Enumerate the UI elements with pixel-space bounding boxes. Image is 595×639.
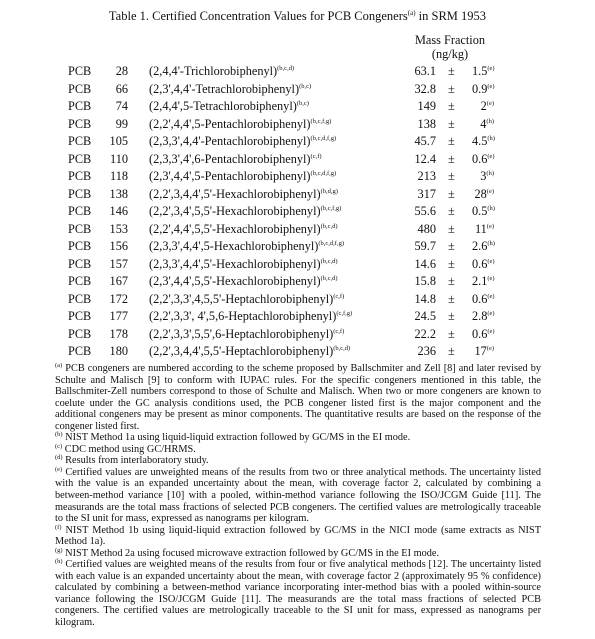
pcb-label: PCB <box>68 134 92 148</box>
footnote <box>55 559 541 628</box>
method-notes: (b,c) <box>296 100 309 107</box>
congener-name-cell <box>149 273 338 291</box>
footnote-text: NIST Method 2a using focused microwave extraction followed by GC/MS in the EI mode. <box>65 547 440 559</box>
plus-minus-sign: ± <box>448 134 455 148</box>
table-title-footnote-mark: (a) <box>407 9 416 17</box>
footnote-text: PCB congeners are numbered according to the scheme proposed by Ballschmiter and Zell [8] and later revised by Schulte and Malisch [9] to conform with IUPAC rules. For the specific congeners mentioned in this table, the Ballschmiter-Zell numbers correspond to those of Schulte and Malisch. When two or more congeners are known to coelute under the GC analysis conditions used, the PCB congener listed first is the major component and the additional congeners may be present as minor components. The quantitative results are based on the response of the congener listed first. <box>55 363 541 432</box>
congener-number: 177 <box>109 309 128 323</box>
uncertainty-note: (e) <box>487 82 495 90</box>
method-notes: (b,c,d,f,g) <box>310 135 337 142</box>
footnote <box>55 525 541 548</box>
uncertainty-value: 0.6 <box>472 151 488 166</box>
congener-name-cell <box>149 291 344 309</box>
congener-name: (2,2',3,4,4',5,5'-Heptachlorobiphenyl) <box>149 344 334 358</box>
uncertainty-note: (e) <box>487 310 495 317</box>
table-row <box>0 238 595 256</box>
uncertainty-note: (e) <box>486 222 494 230</box>
congener-name-cell <box>149 63 294 81</box>
mass-fraction-header <box>400 33 500 61</box>
uncertainty-note: (e) <box>486 345 494 352</box>
method-notes: (c,f) <box>310 152 322 160</box>
uncertainty-note: (e) <box>487 327 495 335</box>
uncertainty-cell <box>472 186 494 204</box>
footnote-mark: (b) <box>55 431 63 439</box>
uncertainty-note: (h) <box>487 240 495 247</box>
congener-number: 157 <box>109 256 128 271</box>
uncertainty-value: 0.6 <box>472 291 488 306</box>
congener-name-cell <box>149 326 344 344</box>
footnote-mark: (e) <box>55 465 63 473</box>
plus-minus-sign: ± <box>448 116 455 131</box>
congener-name: (2,3',4,4',5-Pentachlorobiphenyl) <box>149 169 311 183</box>
table-row <box>0 116 595 134</box>
plus-minus-sign: ± <box>448 169 455 183</box>
mass-fraction-value: 138 <box>417 116 436 131</box>
footnote-mark: (h) <box>55 558 63 566</box>
table-title-text: Table 1. Certified Concentration Values for PCB Congeners <box>108 9 408 24</box>
mass-fraction-header-unit: (ng/kg) <box>431 47 469 61</box>
plus-minus-sign: ± <box>448 256 455 271</box>
method-notes: (b,c,d) <box>320 275 338 282</box>
pcb-label: PCB <box>68 151 92 166</box>
uncertainty-cell <box>472 273 494 291</box>
plus-minus-sign: ± <box>448 221 455 236</box>
congener-name: (2,2',3,3',5,5',6-Heptachlorobiphenyl) <box>149 326 334 341</box>
footnotes <box>55 363 541 629</box>
pcb-label: PCB <box>68 81 92 96</box>
congener-name-cell <box>149 81 311 99</box>
congener-name-cell <box>149 238 344 256</box>
congener-number: 146 <box>109 204 128 218</box>
table-row <box>0 221 595 239</box>
uncertainty-cell <box>472 326 494 344</box>
uncertainty-value: 2.6 <box>472 239 488 253</box>
mass-fraction-value: 480 <box>417 221 436 236</box>
uncertainty-note: (e) <box>487 275 495 282</box>
method-notes: (b,c,d) <box>333 345 351 352</box>
uncertainty-cell <box>472 63 494 81</box>
uncertainty-value: 11 <box>474 221 487 236</box>
pcb-label: PCB <box>68 169 92 183</box>
uncertainty-value: 4 <box>480 116 487 131</box>
congener-name: (2,3,3',4',6-Pentachlorobiphenyl) <box>149 151 311 166</box>
footnote-mark: (a) <box>55 362 63 369</box>
uncertainty-cell <box>472 133 494 151</box>
plus-minus-sign: ± <box>448 99 455 113</box>
uncertainty-value: 3 <box>480 169 487 183</box>
pcb-label: PCB <box>68 239 92 253</box>
footnote <box>55 432 541 444</box>
method-notes: (c,f) <box>333 292 345 300</box>
table-row <box>0 203 595 221</box>
method-notes: (b,c,f,g) <box>310 117 332 125</box>
uncertainty-cell <box>472 343 494 361</box>
method-notes: (b,c) <box>299 82 312 90</box>
congener-number: 138 <box>109 186 128 201</box>
uncertainty-cell <box>472 238 494 256</box>
method-notes: (b,c,d,f,g) <box>318 240 345 247</box>
congener-name-cell <box>149 203 341 221</box>
table-title <box>0 9 595 24</box>
pcb-label: PCB <box>68 256 92 271</box>
congener-name: (2,4,4'-Trichlorobiphenyl) <box>149 64 278 78</box>
table-row <box>0 343 595 361</box>
uncertainty-cell <box>472 308 494 326</box>
uncertainty-value: 28 <box>474 186 487 201</box>
plus-minus-sign: ± <box>448 309 455 323</box>
uncertainty-cell <box>472 221 494 239</box>
congener-number: 178 <box>109 326 128 341</box>
congener-number: 167 <box>109 274 128 288</box>
uncertainty-value: 0.6 <box>472 256 488 271</box>
uncertainty-note: (e) <box>486 100 494 107</box>
mass-fraction-value: 22.2 <box>414 326 436 341</box>
pcb-label: PCB <box>68 64 92 78</box>
uncertainty-cell <box>472 98 494 116</box>
uncertainty-value: 17 <box>474 344 487 358</box>
mass-fraction-header-label: Mass Fraction <box>414 33 486 47</box>
congener-name: (2,2',4,4',5,5'-Hexachlorobiphenyl) <box>149 221 321 236</box>
table-row <box>0 98 595 116</box>
congener-name-cell <box>149 308 352 326</box>
uncertainty-value: 2.8 <box>472 309 488 323</box>
uncertainty-note: (e) <box>487 257 495 265</box>
congener-name: (2,2',3,4,4',5'-Hexachlorobiphenyl) <box>149 186 321 201</box>
plus-minus-sign: ± <box>448 151 455 166</box>
uncertainty-value: 1.5 <box>472 64 488 78</box>
congener-number: 110 <box>110 151 128 166</box>
plus-minus-sign: ± <box>448 64 455 78</box>
footnote-text: Results from interlaboratory study. <box>65 455 209 467</box>
congener-name: (2,3,3',4,4',5'-Hexachlorobiphenyl) <box>149 256 321 271</box>
uncertainty-note: (h) <box>487 205 495 212</box>
congener-name: (2,3,3',4,4',5-Hexachlorobiphenyl) <box>149 239 319 253</box>
uncertainty-value: 2.1 <box>472 274 488 288</box>
footnote-text: Certified values are weighted means of the results from four or five analytical methods [12]. The uncertainty listed with each value is an expanded uncertainty about the mean, with coverage factor 2 (approximately 95 % confidence) calculated by combining a between-method variance incorporating inter-method bias with a pooled within-source variance following the ISO/JCGM Guide [11]. The measurands are the total mass fractions of selected PCB congeners. The certified values are metrologically traceable to the SI unit for mass, expressed as nanograms per kilogram. <box>55 559 541 629</box>
uncertainty-note: (e) <box>487 65 495 72</box>
mass-fraction-value: 12.4 <box>414 151 436 166</box>
table-row <box>0 151 595 169</box>
uncertainty-note: (h) <box>486 170 494 177</box>
uncertainty-value: 4.5 <box>472 134 488 148</box>
congener-name-cell <box>149 98 309 116</box>
footnote <box>55 455 541 467</box>
plus-minus-sign: ± <box>448 344 455 358</box>
footnote-text: Certified values are unweighted means of the results from two or three analytical methods. The uncertainty listed with the value is an expanded uncertainty about the mean, with coverage factor 2, calculated by combining a between-method variance [10] with a pooled, within-method variance following the ISO/JCGM Guide [11]. The measurands are the total mass fractions of selected PCB congeners. The certified values are metrologically traceable to the SI unit for mass, expressed as nanograms per kilogram. <box>55 466 541 525</box>
congener-number: 118 <box>110 169 128 183</box>
congener-name-cell <box>149 116 331 134</box>
mass-fraction-value: 24.5 <box>414 309 436 323</box>
table-title-suffix: in SRM 1953 <box>415 9 487 24</box>
congener-name: (2,2',3,3',4,5,5'-Heptachlorobiphenyl) <box>149 291 334 306</box>
congener-name-cell <box>149 133 336 151</box>
pcb-label: PCB <box>68 116 92 131</box>
method-notes: (b,c,d) <box>277 65 295 72</box>
mass-fraction-value: 236 <box>417 344 436 358</box>
method-notes: (b,c,d,f,g) <box>310 170 337 177</box>
congener-number: 99 <box>115 116 128 131</box>
footnote <box>55 467 541 525</box>
congener-name: (2,4,4',5-Tetrachlorobiphenyl) <box>149 99 297 113</box>
congener-name-cell <box>149 168 336 186</box>
mass-fraction-value: 59.7 <box>414 239 436 253</box>
table-row <box>0 326 595 344</box>
footnote <box>55 444 541 456</box>
uncertainty-note: (h) <box>486 117 494 125</box>
uncertainty-note: (e) <box>486 187 494 195</box>
uncertainty-cell <box>472 151 494 169</box>
congener-name-cell <box>149 343 350 361</box>
congener-number: 66 <box>115 81 128 96</box>
footnote-mark: (f) <box>55 523 62 531</box>
uncertainty-value: 2 <box>480 99 487 113</box>
congener-name: (2,2',3,4',5,5'-Hexachlorobiphenyl) <box>149 204 321 218</box>
table-row <box>0 308 595 326</box>
table-row <box>0 291 595 309</box>
method-notes: (b,c,f,g) <box>320 205 342 212</box>
footnote-mark: (c) <box>55 442 63 450</box>
congener-name: (2,3',4,4',5,5'-Hexachlorobiphenyl) <box>149 274 321 288</box>
table-row <box>0 256 595 274</box>
footnote-text: NIST Method 1b using liquid-liquid extraction followed by GC/MS in the NICI mode (same extracts as NIST Method 1a). <box>55 524 542 548</box>
method-notes: (b,d,g) <box>320 187 338 195</box>
table-row <box>0 133 595 151</box>
plus-minus-sign: ± <box>448 274 455 288</box>
pcb-label: PCB <box>68 99 92 113</box>
congener-table <box>0 63 595 361</box>
mass-fraction-value: 45.7 <box>414 134 436 148</box>
mass-fraction-value: 14.8 <box>414 291 436 306</box>
congener-name-cell <box>149 256 338 274</box>
mass-fraction-value: 55.6 <box>414 204 436 218</box>
pcb-label: PCB <box>68 274 92 288</box>
congener-number: 74 <box>115 99 128 113</box>
plus-minus-sign: ± <box>448 291 455 306</box>
congener-name: (2,3',4,4'-Tetrachlorobiphenyl) <box>149 81 300 96</box>
method-notes: (c,f,g) <box>336 310 353 317</box>
congener-name-cell <box>149 221 338 239</box>
table-row <box>0 63 595 81</box>
table-row <box>0 186 595 204</box>
plus-minus-sign: ± <box>448 81 455 96</box>
congener-name-cell <box>149 151 322 169</box>
uncertainty-cell <box>472 168 494 186</box>
congener-name: (2,2',4,4',5-Pentachlorobiphenyl) <box>149 116 311 131</box>
uncertainty-cell <box>472 256 494 274</box>
mass-fraction-value: 149 <box>417 99 436 113</box>
uncertainty-cell <box>472 81 494 99</box>
uncertainty-note: (e) <box>487 292 495 300</box>
pcb-label: PCB <box>68 221 92 236</box>
mass-fraction-value: 317 <box>417 186 436 201</box>
mass-fraction-value: 14.6 <box>414 256 436 271</box>
uncertainty-value: 0.9 <box>472 81 488 96</box>
method-notes: (c,f) <box>333 327 345 335</box>
plus-minus-sign: ± <box>448 239 455 253</box>
congener-number: 153 <box>109 221 128 236</box>
pcb-label: PCB <box>68 204 92 218</box>
footnote-mark: (d) <box>55 454 63 462</box>
mass-fraction-value: 213 <box>417 169 436 183</box>
footnote-text: CDC method using GC/HRMS. <box>64 443 196 455</box>
congener-number: 105 <box>109 134 128 148</box>
table-row <box>0 168 595 186</box>
congener-number: 180 <box>109 344 128 358</box>
mass-fraction-value: 32.8 <box>414 81 436 96</box>
plus-minus-sign: ± <box>448 326 455 341</box>
footnote <box>55 548 541 560</box>
pcb-label: PCB <box>68 291 92 306</box>
uncertainty-note: (h) <box>487 135 495 142</box>
uncertainty-note: (e) <box>487 152 495 160</box>
footnote <box>55 363 541 432</box>
footnote-mark: (g) <box>55 546 63 554</box>
pcb-label: PCB <box>68 186 92 201</box>
plus-minus-sign: ± <box>448 186 455 201</box>
congener-number: 172 <box>109 291 128 306</box>
plus-minus-sign: ± <box>448 204 455 218</box>
uncertainty-cell <box>472 291 494 309</box>
pcb-label: PCB <box>68 344 92 358</box>
table-row <box>0 81 595 99</box>
congener-name: (2,2',3,3', 4',5,6-Heptachlorobiphenyl) <box>149 309 337 323</box>
footnote-text: NIST Method 1a using liquid-liquid extraction followed by GC/MS in the EI mode. <box>65 432 411 444</box>
method-notes: (b,c,d) <box>320 257 338 265</box>
pcb-label: PCB <box>68 309 92 323</box>
method-notes: (b,c,d) <box>320 222 338 230</box>
table-row <box>0 273 595 291</box>
uncertainty-value: 0.6 <box>472 326 488 341</box>
pcb-label: PCB <box>68 326 92 341</box>
congener-name-cell <box>149 186 338 204</box>
congener-name: (2,3,3',4,4'-Pentachlorobiphenyl) <box>149 134 311 148</box>
congener-number: 156 <box>109 239 128 253</box>
mass-fraction-value: 63.1 <box>414 64 436 78</box>
uncertainty-cell <box>472 203 494 221</box>
uncertainty-value: 0.5 <box>472 204 488 218</box>
uncertainty-cell <box>472 116 494 134</box>
mass-fraction-value: 15.8 <box>414 274 436 288</box>
congener-number: 28 <box>115 64 128 78</box>
